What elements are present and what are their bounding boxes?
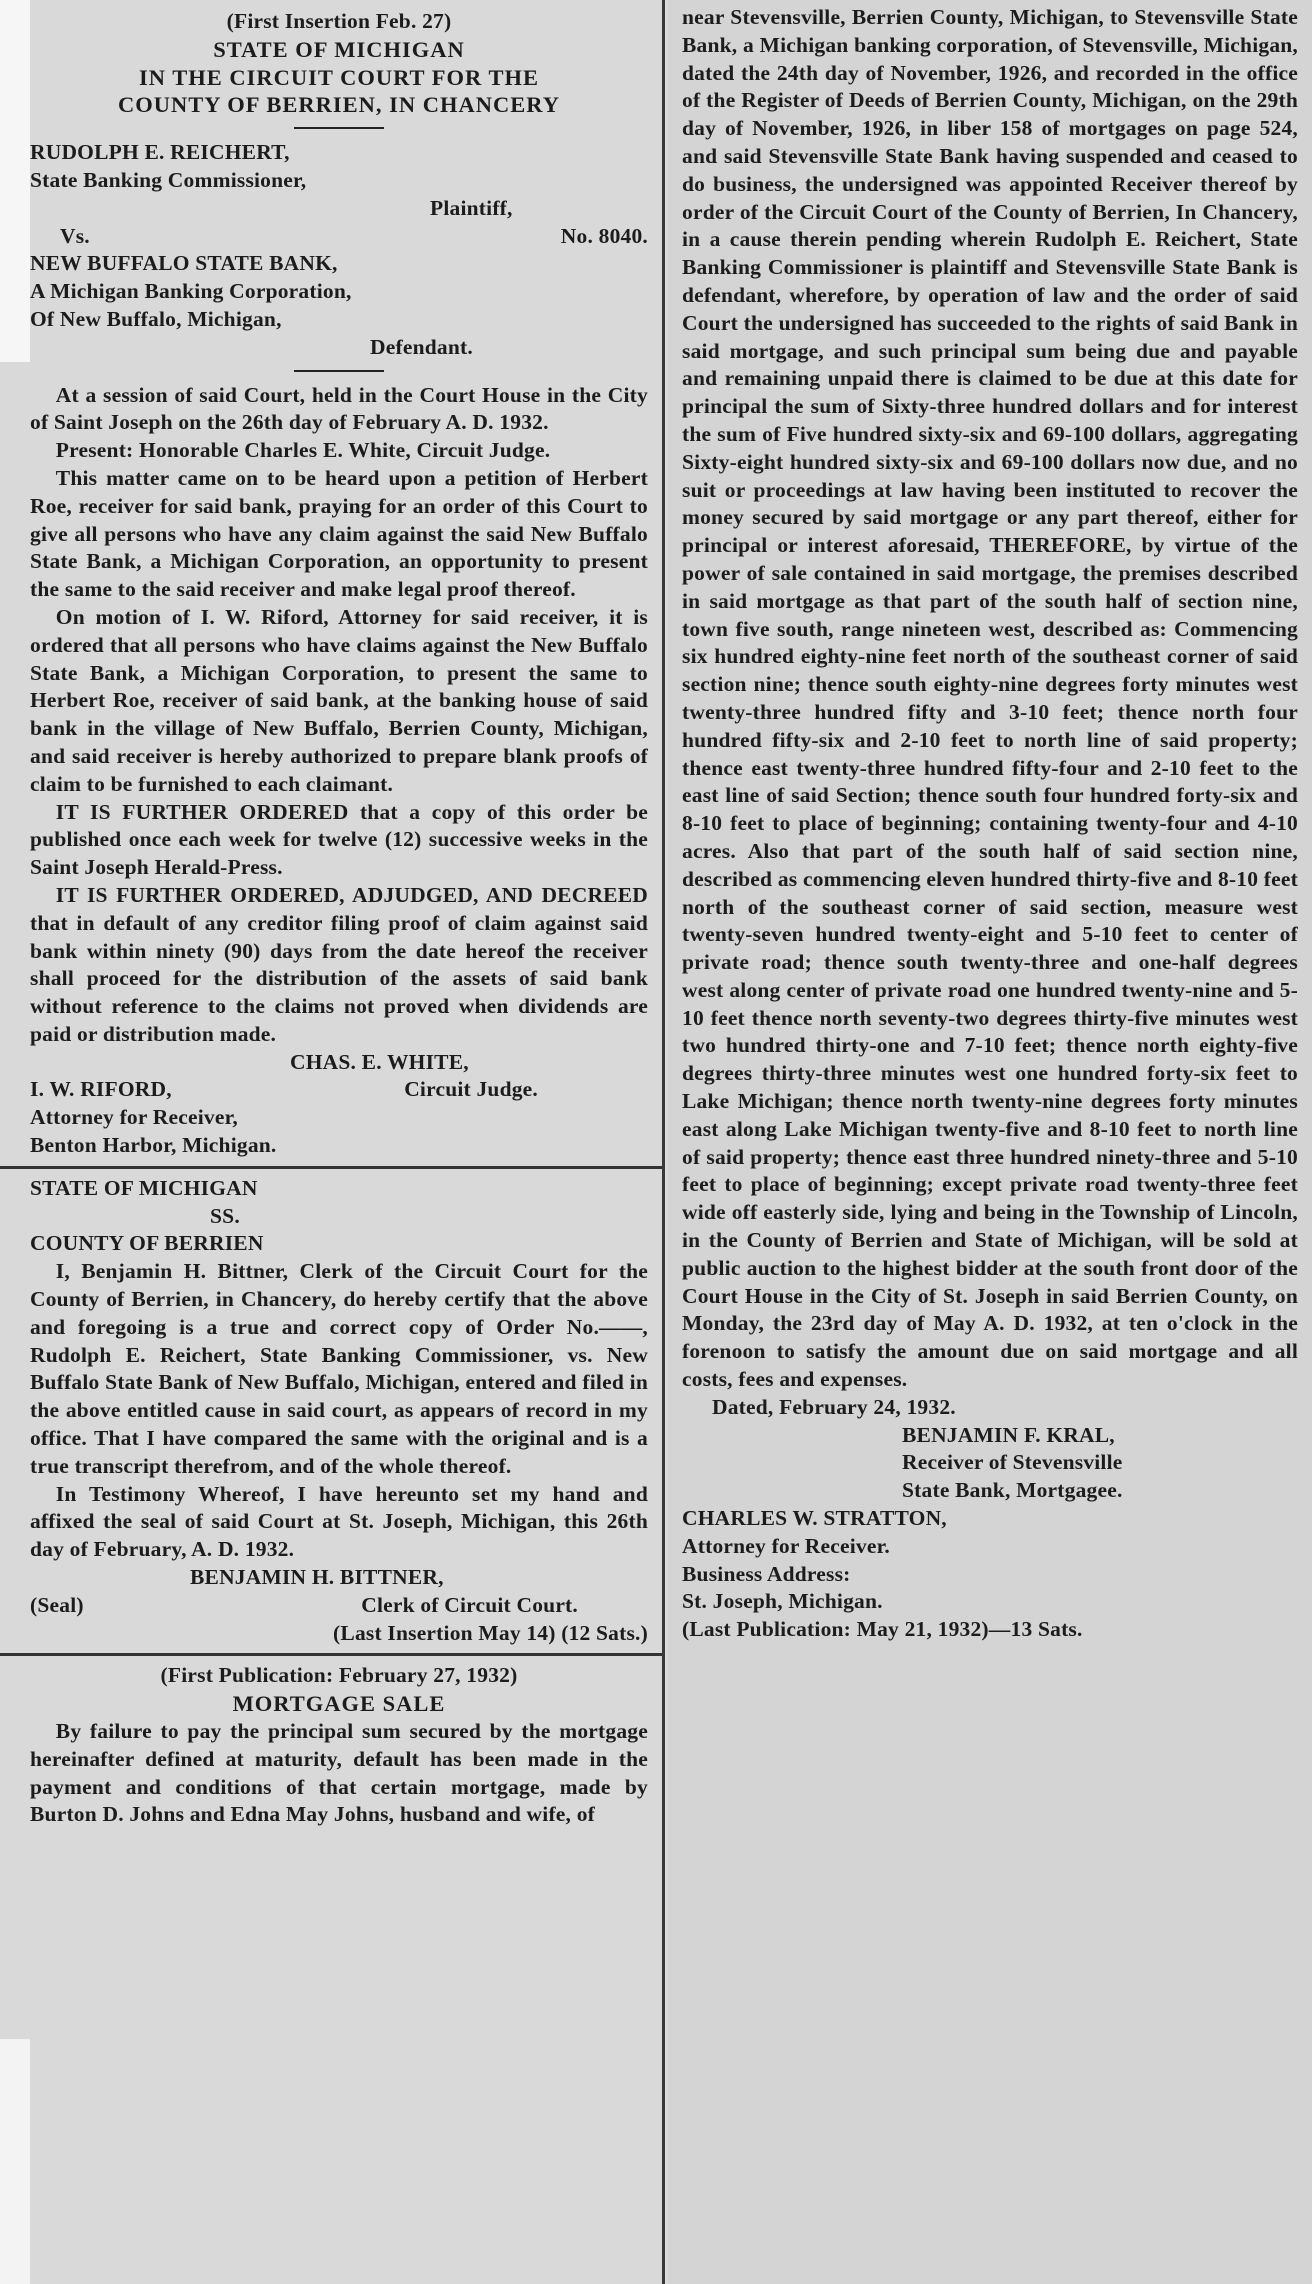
seal-label: (Seal) <box>30 1592 84 1617</box>
section-divider <box>0 1166 662 1169</box>
defendant-desc-2: Of New Buffalo, Michigan, <box>30 306 282 331</box>
paragraph-session: At a session of said Court, held in the Court House in the City of Saint Joseph on the 26th day of February A. D. 1932. <box>30 382 648 435</box>
notice2-title: MORTGAGE SALE <box>232 1691 446 1717</box>
defendant-label: Defendant. <box>370 334 473 359</box>
receiver-title-2: State Bank, Mortgagee. <box>902 1478 1123 1503</box>
address-label: Business Address: <box>682 1561 851 1586</box>
attorney-title: Attorney for Receiver, <box>30 1105 238 1130</box>
notice1-title-3: COUNTY OF BERRIEN, IN CHANCERY <box>118 92 560 118</box>
judge-name: CHAS. E. WHITE, <box>290 1049 469 1074</box>
divider <box>294 127 384 129</box>
section-divider <box>0 1653 662 1656</box>
notice1-title-1: STATE OF MICHIGAN <box>213 36 465 62</box>
last-insertion: (Last Insertion May 14) (12 Sats.) <box>333 1620 648 1645</box>
paragraph-default: By failure to pay the principal sum secured by the mortgage hereinafter defined at maturity, default has been made in the payment and conditions of that certain mortgage, made by Burton D. Johns and Edna May Johns, husband and wife, of <box>30 1719 648 1827</box>
case-number: No. 8040. <box>560 223 648 248</box>
vs-label: Vs. <box>60 223 90 248</box>
plaintiff-label: Plaintiff, <box>430 195 513 220</box>
plaintiff-name: RUDOLPH E. REICHERT, <box>30 140 290 165</box>
paragraph-decree: IT IS FURTHER ORDERED, ADJUDGED, AND DECREED that in default of any creditor filing proof of claim against said bank within ninety (90) days from the date hereof the receiver shall proceed for the distribution of the assets of said bank without reference to the claims not proved when dividends are paid or distribution made. <box>30 882 648 1046</box>
paragraph-publication: IT IS FURTHER ORDERED that a copy of this order be published once each week for twelve (12) successive weeks in the Saint Joseph Herald-Press. <box>30 799 648 880</box>
defendant-name: NEW BUFFALO STATE BANK, <box>30 251 338 276</box>
address-city: St. Joseph, Michigan. <box>682 1589 883 1614</box>
attorney-name: I. W. RIFORD, <box>30 1077 172 1102</box>
paragraph-petition: This matter came on to be heard upon a petition of Herbert Roe, receiver for said bank, praying for an order of this Court to give all persons who have any claim against the said New Buffalo State Bank, a Michigan Corporation, an opportunity to present the same to the said receiver and make legal proof thereof. <box>30 465 648 602</box>
receiver-title-1: Receiver of Stevensville <box>902 1450 1123 1475</box>
attorney-city: Benton Harbor, Michigan. <box>30 1133 277 1158</box>
dated-line: Dated, February 24, 1932. <box>712 1394 956 1419</box>
notice2-header: (First Publication: February 27, 1932) <box>160 1663 518 1688</box>
notice1-header: (First Insertion Feb. 27) <box>226 9 452 33</box>
seal-line <box>30 1592 648 1620</box>
defendant-desc-1: A Michigan Banking Corporation, <box>30 279 352 304</box>
paragraph-motion: On motion of I. W. Riford, Attorney for said receiver, it is ordered that all persons who have claims against the New Buffalo State Bank, a Michigan Corporation, to present the same to Herbert Roe, receiver of said bank, at the banking house of said bank in the village of New Buffalo, Berrien County, Michigan, and said receiver is hereby authorized to prepare blank proofs of claim to be furnished to each claimant. <box>30 604 648 796</box>
plaintiff-role: State Banking Commissioner, <box>30 167 307 192</box>
paragraph-mortgage-body: near Stevensville, Berrien County, Michigan, to Stevensville State Bank, a Michigan banking corporation, of Stevensville, Michigan, dated the 24th day of November, 1926, and recorded in the office of the Register of Deeds of Berrien County, Michigan, on the 29th day of November, 1926, in liber 158 of mortgages on page 524, and said Stevensville State Bank having suspended and ceased to do business, the undersigned was appointed Receiver thereof by order of the Circuit Court of the County of Berrien, In Chancery, in a cause therein pending wherein Rudolph E. Reichert, State Banking Commissioner is plaintiff and Stevensville State Bank is defendant, wherefore, by operation of law and the order of said Court the undersigned has succeeded to the rights of said Bank in said mortgage, and such principal sum being due and payable and remaining unpaid there is claimed to be due at this date for principal the sum of Sixty-three hundred dollars and for interest the sum of Five hundred sixty-six and 69-100 dollars, aggregating Sixty-eight hundred sixty-six and 69-100 dollars now due, and no suit or proceedings at law having been instituted to recover the money secured by said mortgage or any part thereof, either for principal or interest aforesaid, THEREFORE, by virtue of the power of sale contained in said mortgage, the premises described in said mortgage as that part of the south half of section nine, town five south, range nineteen west, described as: Commencing six hundred eighty-nine feet north of the southeast corner of said section nine; thence south eighty-nine degrees forty minutes west twenty-three hundred fifty and 3-10 feet; thence north four hundred fifty-six and 2-10 feet to north line of said property; thence east twenty-three hundred fifty-four and 2-10 feet to the east line of said Section; thence south four hundred forty-six and 8-10 feet to place of beginning; containing twenty-four and 4-10 acres. Also that part of the south half of said section nine, described as commencing eleven hundred thirty-five and 8-10 feet north of the southeast corner of said section, measure west twenty-seven hundred twenty-eight and 5-10 feet to center of private road; thence south twenty-three and one-half degrees west along center of private road one hundred twenty-nine and 5-10 feet thence north seventy-two degrees thirty-five minutes west two hundred thirty-one and 7-10 feet; thence north eighty-five degrees thirty-three minutes west one hundred forty-six feet to Lake Michigan; thence north twenty-nine degrees forty minutes east along Lake Michigan twenty-five and 8-10 feet to north line of said property; thence east three hundred ninety-three and 5-10 feet to place of beginning; except private road twenty-three feet wide off easterly side, lying and being in the Township of Lincoln, in the County of Berrien and State of Michigan, will be sold at public auction to the highest bidder at the south front door of the Court House in the City of St. Joseph in said Berrien County, on Monday, the 23rd day of May A. D. 1932, at ten o'clock in the forenoon to satisfy the amount due on said mortgage and all costs, fees and expenses. <box>682 5 1298 1392</box>
clerk-name: BENJAMIN H. BITTNER, <box>190 1565 444 1590</box>
margin-strip <box>0 0 30 362</box>
paragraph-certification: I, Benjamin H. Bittner, Clerk of the Circuit Court for the County of Berrien, in Chancery, do hereby certify that the above and foregoing is a true and correct copy of Order No.——, Rudolph E. Reichert, State Banking Commissioner, vs. New Buffalo State Bank of New Buffalo, Michigan, entered and filed in the above entitled cause in said court, as appears of record in my office. That I have compared the same with the original and is a true transcript therefrom, and of the whole thereof. <box>30 1259 648 1478</box>
attorney-name: CHARLES W. STRATTON, <box>682 1506 947 1531</box>
receiver-name: BENJAMIN F. KRAL, <box>902 1422 1115 1447</box>
paragraph-present: Present: Honorable Charles E. White, Circuit Judge. <box>55 438 551 463</box>
notice1-title-2: IN THE CIRCUIT COURT FOR THE <box>138 64 539 90</box>
right-column <box>668 0 1312 2284</box>
attorney-title: Attorney for Receiver. <box>682 1533 890 1558</box>
paragraph-testimony: In Testimony Whereof, I have hereunto set my hand and affixed the seal of said Court at St. Joseph, Michigan, this 26th day of February, A. D. 1932. <box>30 1481 648 1562</box>
cert-county: COUNTY OF BERRIEN <box>30 1231 264 1256</box>
divider <box>294 370 384 372</box>
margin-strip-bottom <box>0 2039 30 2284</box>
case-line <box>30 223 648 251</box>
signature-line <box>30 1076 648 1104</box>
last-publication: (Last Publication: May 21, 1932)—13 Sats. <box>682 1617 1083 1642</box>
cert-state: STATE OF MICHIGAN <box>30 1175 258 1200</box>
cert-ss: SS. <box>210 1203 240 1228</box>
judge-title: Circuit Judge. <box>404 1077 538 1102</box>
clerk-title: Clerk of Circuit Court. <box>361 1592 578 1617</box>
